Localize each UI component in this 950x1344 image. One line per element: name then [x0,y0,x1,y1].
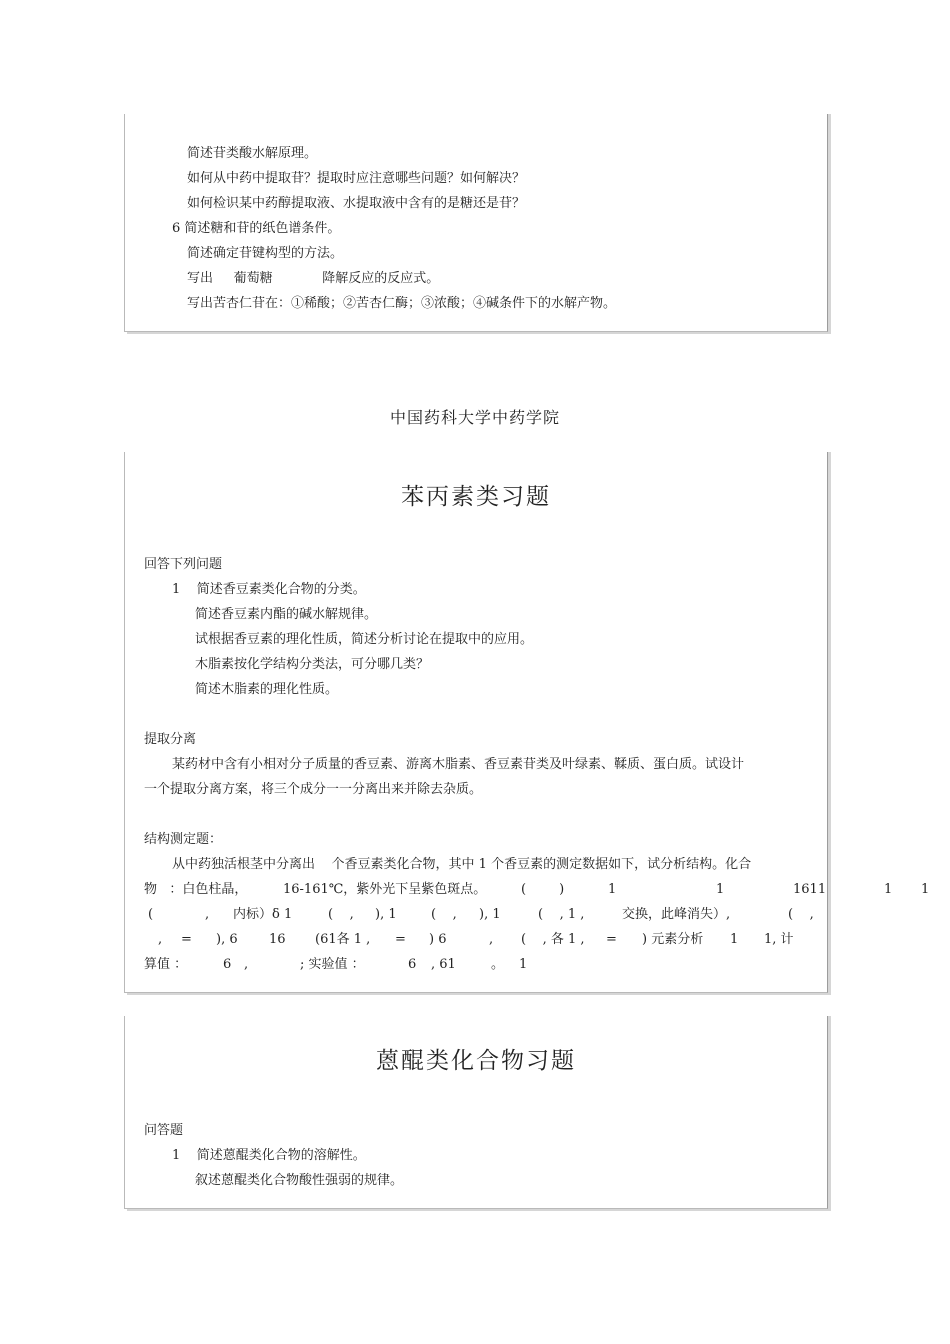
paragraph-token: ) 元素分析 [642,932,704,947]
question-box-glycosides [124,114,828,332]
paragraph-token: ( , [788,907,814,922]
paragraph-token: , [205,907,210,922]
question-line: 写出 葡萄糖 降解反应的反应式。 [187,271,440,286]
paragraph-token: ) 6 [429,932,447,947]
paragraph-token: 6 [408,957,417,972]
paragraph-token: 16-161℃，紫外光下呈紫色斑点。 [283,882,487,897]
paragraph-token: 内标）δ 1 [233,907,293,922]
question-line: 如何从中药中提取苷？提取时应注意哪些问题？如何解决？ [187,171,526,186]
paragraph-token: = [181,932,192,947]
paragraph-token: ), 1 [479,907,501,922]
paragraph-token: ( , [431,907,457,922]
paragraph-token: 算值 ： [144,957,188,972]
paragraph-token: , 61 [431,957,456,972]
paragraph-token: 1611 [793,882,827,897]
section-heading: 提取分离 [144,732,197,747]
section-title: 蒽醌类化合物习题 [376,1048,576,1074]
paragraph-token: 1 [921,882,930,897]
paragraph-line: 一个提取分离方案，将三个成分一一分离出来并除去杂质。 [144,782,483,797]
page-header: 中国药科大学中药学院 [389,408,560,427]
paragraph-line: 从中药独活根茎中分离出 个香豆素类化合物，其中 1 个香豆素的测定数据如下，试分析结构。化合 [172,857,752,872]
paragraph-token: ( , 各 1 , [521,932,585,947]
paragraph-token: 1 [608,882,617,897]
paragraph-token: 交换，此峰消失）, [622,907,731,922]
paragraph-token: , [489,932,494,947]
question-line: 木脂素按化学结构分类法，可分哪几类？ [195,657,430,672]
question-line: 6 简述糖和苷的纸色谱条件。 [172,221,341,236]
question-line: 如何检识某中药醇提取液、水提取液中含有的是糖还是苷？ [187,196,526,211]
paragraph-token: 。 [491,957,505,972]
paragraph-token: ), 6 [216,932,238,947]
paragraph-token: ( , 1 , [538,907,585,922]
paragraph-token: ), 1 [375,907,397,922]
paragraph-token: 1 [884,882,893,897]
section-heading: 问答题 [144,1123,184,1138]
paragraph-token: (61各 1 , [315,932,371,947]
question-line: 简述确定苷键构型的方法。 [187,246,344,261]
question-line: 1 简述香豆素类化合物的分类。 [172,582,366,597]
paragraph-token: 1 [716,882,725,897]
question-line: 简述香豆素内酯的碱水解规律。 [195,607,378,622]
paragraph-token: ( ) [521,882,565,897]
paragraph-token: ( , [328,907,354,922]
paragraph-token: 16 [269,932,286,947]
question-line: 写出苦杏仁苷在：①稀酸；②苦杏仁酶；③浓酸；④碱条件下的水解产物。 [187,296,617,311]
paragraph-token: , [158,932,163,947]
section-heading: 回答下列问题 [144,557,223,572]
paragraph-token: ; 实验值 ： [300,957,365,972]
question-line: 1 简述蒽醌类化合物的溶解性。 [172,1148,366,1163]
question-line: 简述苷类酸水解原理。 [187,146,318,161]
paragraph-token: 物 ：白色柱晶， [144,882,248,897]
paragraph-token: 1 [519,957,528,972]
section-heading: 结构测定题： [144,832,223,847]
paragraph-token: 6 [223,957,232,972]
question-box-anthraquinones [124,1016,828,1209]
question-line: 试根据香豆素的理化性质，简述分析讨论在提取中的应用。 [195,632,534,647]
question-line: 叙述蒽醌类化合物酸性强弱的规律。 [195,1173,404,1188]
paragraph-token: ( [148,907,154,922]
question-line: 简述木脂素的理化性质。 [195,682,339,697]
paragraph-token: = [606,932,617,947]
question-box-phenylpropanoids [124,452,930,993]
paragraph-token: = [395,932,406,947]
section-title: 苯丙素类习题 [401,484,551,510]
paragraph-token: , [244,957,249,972]
paragraph-token: 1 [730,932,739,947]
paragraph-line: 某药材中含有小相对分子质量的香豆素、游离木脂素、香豆素苷类及叶绿素、鞣质、蛋白质。试设计 [172,757,745,772]
paragraph-token: 1, 计 [764,932,794,947]
